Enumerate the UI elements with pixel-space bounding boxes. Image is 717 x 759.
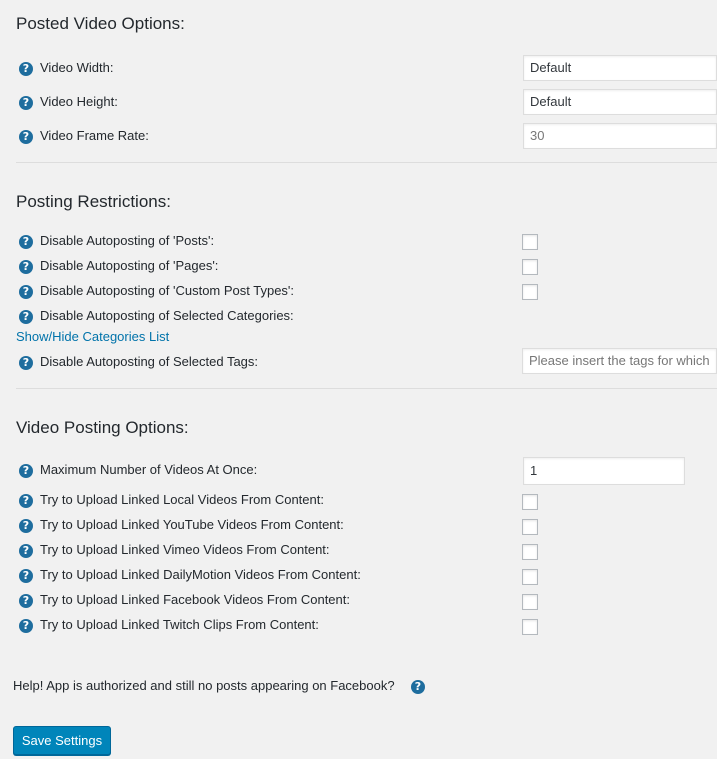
section-title-posting: Video Posting Options: xyxy=(16,418,189,437)
video-width-label: Video Width: xyxy=(40,60,114,75)
video-height-label: Video Height: xyxy=(40,94,118,109)
help-icon[interactable]: ? xyxy=(19,285,33,299)
help-icon[interactable]: ? xyxy=(19,62,33,76)
help-icon[interactable]: ? xyxy=(19,619,33,633)
disable-categories-label: Disable Autoposting of Selected Categories: xyxy=(40,308,294,323)
help-icon[interactable]: ? xyxy=(19,96,33,110)
help-icon[interactable]: ? xyxy=(19,569,33,583)
upload-twitch-checkbox[interactable] xyxy=(522,619,538,635)
upload-local-checkbox[interactable] xyxy=(522,494,538,510)
help-icon[interactable]: ? xyxy=(19,519,33,533)
upload-vimeo-label: Try to Upload Linked Vimeo Videos From Content: xyxy=(40,542,330,557)
disable-cpt-checkbox[interactable] xyxy=(522,284,538,300)
disable-pages-label: Disable Autoposting of 'Pages': xyxy=(40,258,219,273)
help-icon[interactable]: ? xyxy=(19,594,33,608)
disable-posts-label: Disable Autoposting of 'Posts': xyxy=(40,233,215,248)
video-width-select[interactable]: Default xyxy=(523,55,717,81)
help-text: Help! App is authorized and still no posts appearing on Facebook? xyxy=(13,678,395,693)
help-icon[interactable]: ? xyxy=(411,680,425,694)
video-framerate-input[interactable]: 30 xyxy=(523,123,717,149)
upload-dailymotion-label: Try to Upload Linked DailyMotion Videos From Content: xyxy=(40,567,361,582)
upload-facebook-label: Try to Upload Linked Facebook Videos From Content: xyxy=(40,592,350,607)
help-icon[interactable]: ? xyxy=(19,235,33,249)
max-videos-label: Maximum Number of Videos At Once: xyxy=(40,462,258,477)
upload-local-label: Try to Upload Linked Local Videos From Content: xyxy=(40,492,324,507)
upload-twitch-label: Try to Upload Linked Twitch Clips From Content: xyxy=(40,617,319,632)
disable-tags-input[interactable]: Please insert the tags for which xyxy=(522,348,717,374)
help-icon[interactable]: ? xyxy=(19,310,33,324)
divider xyxy=(16,162,717,163)
disable-posts-checkbox[interactable] xyxy=(522,234,538,250)
help-icon[interactable]: ? xyxy=(19,494,33,508)
disable-tags-label: Disable Autoposting of Selected Tags: xyxy=(40,354,259,369)
video-framerate-label: Video Frame Rate: xyxy=(40,128,149,143)
divider xyxy=(16,388,717,389)
help-icon[interactable]: ? xyxy=(19,544,33,558)
upload-facebook-checkbox[interactable] xyxy=(522,594,538,610)
disable-cpt-label: Disable Autoposting of 'Custom Post Types': xyxy=(40,283,295,298)
video-height-select[interactable]: Default xyxy=(523,89,717,115)
help-icon[interactable]: ? xyxy=(19,464,33,478)
section-title-restrictions: Posting Restrictions: xyxy=(16,192,171,211)
help-icon[interactable]: ? xyxy=(19,260,33,274)
save-settings-button[interactable]: Save Settings xyxy=(13,726,111,755)
upload-youtube-checkbox[interactable] xyxy=(522,519,538,535)
help-icon[interactable]: ? xyxy=(19,130,33,144)
section-title-video: Posted Video Options: xyxy=(16,14,185,33)
disable-pages-checkbox[interactable] xyxy=(522,259,538,275)
upload-youtube-label: Try to Upload Linked YouTube Videos From Content: xyxy=(40,517,344,532)
upload-dailymotion-checkbox[interactable] xyxy=(522,569,538,585)
help-icon[interactable]: ? xyxy=(19,356,33,370)
upload-vimeo-checkbox[interactable] xyxy=(522,544,538,560)
max-videos-input[interactable]: 1 xyxy=(523,457,685,485)
show-hide-categories-link[interactable]: Show/Hide Categories List xyxy=(16,329,170,344)
